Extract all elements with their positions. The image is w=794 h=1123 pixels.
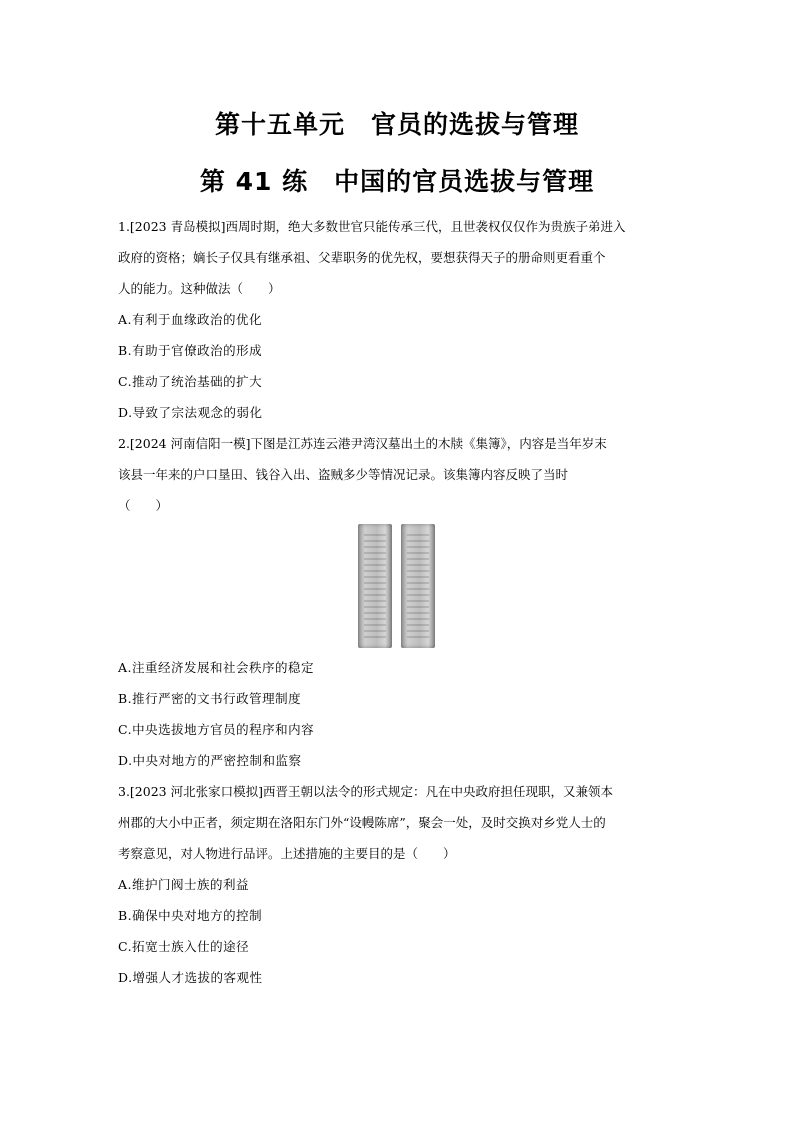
question-1-line-1: 1.[2023 青岛模拟]西周时期，绝大多数世官只能传承三代，且世袭权仅仅作为贵族子弟进入	[118, 219, 626, 234]
question-2-line-1: 2.[2024 河南信阳一模]下图是江苏连云港尹湾汉墓出土的木牍《集簿》，内容是当年岁末	[118, 436, 607, 451]
question-1-option-b: B.有助于官僚政治的形成	[118, 343, 263, 358]
question-2-option-d: D.中央对地方的严密控制和监察	[118, 753, 302, 768]
question-1-line-3: 人的能力。这种做法（ ）	[118, 281, 281, 296]
question-2-option-c: C.中央选拔地方官员的程序和内容	[118, 722, 315, 737]
question-1-option-d: D.导致了宗法观念的弱化	[118, 405, 263, 420]
question-2-line-2: 该县一年来的户口垦田、钱谷入出、盗贼多少等情况记录。该集簿内容反映了当时	[118, 467, 569, 482]
question-3-line-2: 州郡的大小中正者，须定期在洛阳东门外“设幔陈席”，聚会一处，及时交换对乡党人士的	[118, 815, 606, 830]
wooden-slips-image	[358, 524, 436, 648]
question-2-line-3: （ ）	[118, 498, 169, 513]
question-3-option-c: C.拓宽士族入仕的途径	[118, 939, 250, 954]
question-1-line-2: 政府的资格；嫡长子仅具有继承祖、父辈职务的优先权，要想获得天子的册命则更看重个	[118, 250, 606, 265]
question-3-option-b: B.确保中央对地方的控制	[118, 908, 263, 923]
lesson-title: 第 41 练 中国的官员选拔与管理	[199, 167, 595, 196]
question-3-option-d: D.增强人才选拔的客观性	[118, 970, 263, 985]
question-2-option-a: A.注重经济发展和社会秩序的稳定	[118, 660, 315, 675]
unit-title: 第十五单元 官员的选拔与管理	[214, 110, 579, 139]
question-3-line-3: 考察意见，对人物进行品评。上述措施的主要目的是（ ）	[118, 846, 456, 861]
question-3-line-1: 3.[2023 河北张家口模拟]西晋王朝以法令的形式规定：凡在中央政府担任现职，又兼领本	[118, 784, 613, 799]
question-3-option-a: A.维护门阀士族的利益	[118, 877, 250, 892]
question-1-option-c: C.推动了统治基础的扩大	[118, 374, 263, 389]
wooden-slip-right	[401, 524, 435, 648]
question-1-option-a: A.有利于血缘政治的优化	[118, 312, 263, 327]
question-2-option-b: B.推行严密的文书行政管理制度	[118, 691, 302, 706]
wooden-slip-left	[358, 524, 392, 648]
